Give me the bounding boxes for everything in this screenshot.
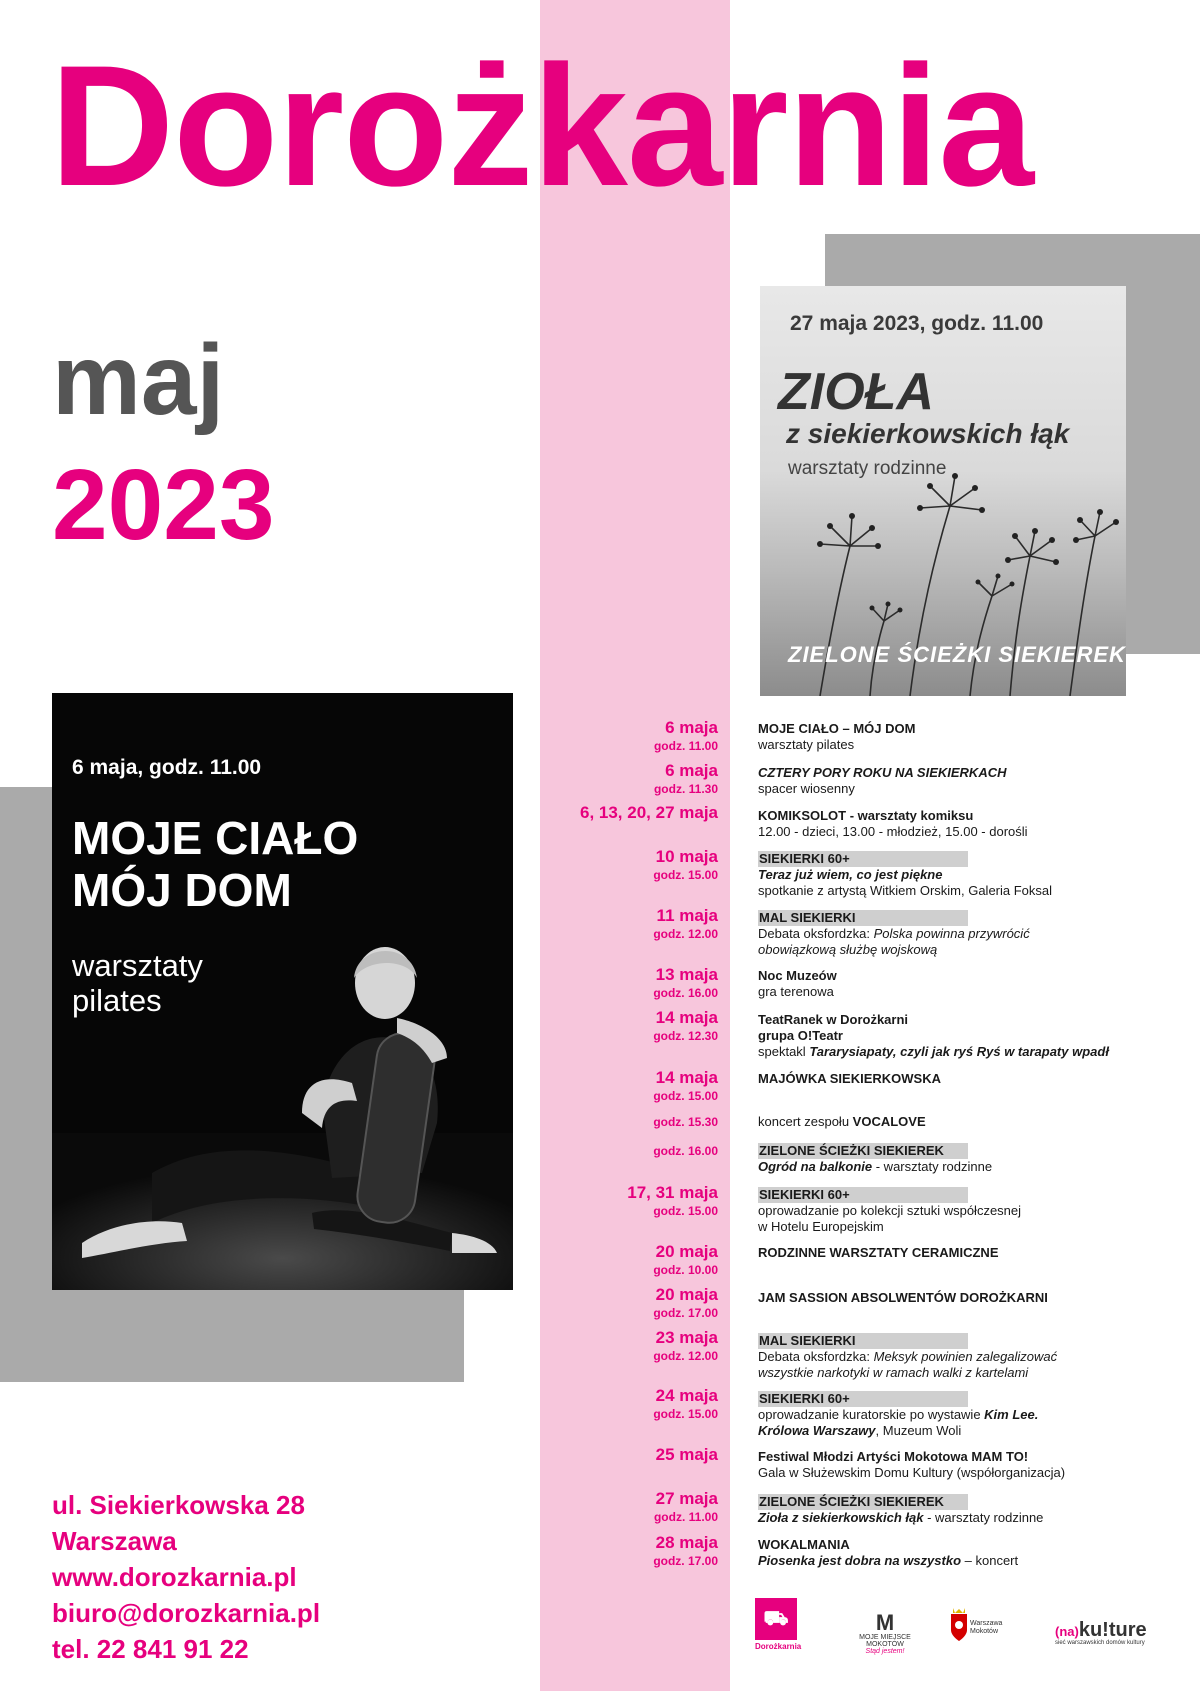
kulture-wordmark bbox=[1055, 1620, 1155, 1640]
event-item bbox=[758, 1494, 1178, 1526]
event-day: 27 maja bbox=[655, 1489, 718, 1508]
event-day: 23 maja bbox=[655, 1328, 718, 1347]
event-series-tag: SIEKIERKI 60+ bbox=[758, 1187, 968, 1203]
event-desc-line-2: wszystkie narkotyki w ramach walki z kartelami bbox=[758, 1365, 1029, 1380]
event-desc: spacer wiosenny bbox=[758, 781, 855, 796]
year-label: 2023 bbox=[52, 449, 275, 561]
event-desc-italic: Polska powinna przywrócić bbox=[873, 926, 1030, 941]
event-item bbox=[758, 1114, 1178, 1130]
event-series-tag: SIEKIERKI 60+ bbox=[758, 851, 968, 867]
event-item bbox=[758, 1449, 1178, 1481]
event-item bbox=[758, 1333, 1178, 1381]
warszawa-mokotow-label: Warszawa Mokotów bbox=[970, 1620, 1003, 1635]
event-title: MOJE CIAŁO – MÓJ DOM bbox=[758, 721, 916, 736]
event-date bbox=[540, 1068, 718, 1104]
event-time: godz. 11.00 bbox=[653, 739, 718, 753]
event-time: godz. 11.30 bbox=[653, 782, 718, 796]
mokotow-logo bbox=[855, 1612, 915, 1655]
event-day: 6 maja bbox=[665, 761, 718, 780]
carriage-icon: ⛟ bbox=[755, 1598, 797, 1640]
event-desc-line-2 bbox=[758, 1423, 1178, 1439]
mokotow-logo-tag: Stąd jestem! bbox=[865, 1648, 905, 1655]
event-time: godz. 16.00 bbox=[653, 1144, 718, 1158]
event-item bbox=[758, 910, 1178, 958]
event-item bbox=[758, 1143, 1178, 1175]
event-series-tag: SIEKIERKI 60+ bbox=[758, 1391, 968, 1407]
event-day: 11 maja bbox=[656, 906, 718, 925]
event-date bbox=[540, 1183, 718, 1219]
event-series-tag: ZIELONE ŚCIEŻKI SIEKIEREK bbox=[758, 1143, 968, 1159]
website-link[interactable]: www.dorozkarnia.pl bbox=[52, 1562, 297, 1592]
herbs-series-label: ZIELONE ŚCIEŻKI SIEKIEREK bbox=[788, 642, 1126, 667]
mokotow-logo-mark: M bbox=[875, 1610, 895, 1635]
event-desc-part: Debata oksfordzka: bbox=[758, 1349, 874, 1364]
month-label: maj bbox=[52, 324, 225, 436]
mokotow-logo-top: MOJE MIEJSCE MOKOTÓW bbox=[859, 1634, 911, 1648]
event-time: godz. 15.00 bbox=[653, 868, 718, 882]
event-desc-italic: Meksyk powinien zalegalizować bbox=[873, 1349, 1058, 1364]
kulture-caption: sieć warszawskich domów kultury bbox=[1055, 1640, 1145, 1646]
event-time: godz. 15.00 bbox=[653, 1204, 718, 1218]
herbs-description: warsztaty rodzinne bbox=[788, 458, 947, 479]
event-day: 24 maja bbox=[655, 1386, 718, 1405]
event-day: 20 maja bbox=[655, 1285, 718, 1304]
event-item bbox=[758, 1071, 1178, 1087]
event-desc-part: koncert zespołu bbox=[758, 1114, 853, 1129]
event-desc: 12.00 - dzieci, 13.00 - młodzież, 15.00 - dorośli bbox=[758, 824, 1028, 839]
event-desc: warsztaty pilates bbox=[758, 737, 855, 752]
event-item bbox=[758, 1245, 1178, 1261]
page-title: Dorożkarnia bbox=[50, 30, 1034, 222]
event-desc-part: - warsztaty rodzinne bbox=[923, 1510, 1044, 1525]
event-desc-line-2: w Hotelu Europejskim bbox=[758, 1219, 884, 1234]
event-date bbox=[540, 1242, 718, 1278]
event-time: godz. 12.00 bbox=[653, 927, 718, 941]
kulture-prefix: (na) bbox=[1055, 1624, 1079, 1639]
event-series-tag: MAL SIEKIERKI bbox=[758, 1333, 968, 1349]
event-subtitle: grupa O!Teatr bbox=[758, 1028, 843, 1043]
dorozkarnia-logo bbox=[755, 1598, 802, 1651]
pilates-description bbox=[72, 949, 203, 1018]
event-desc-italic: Ogród na balkonie bbox=[758, 1159, 873, 1174]
event-item bbox=[758, 765, 1178, 797]
dorozkarnia-logo-label: Dorożkarnia bbox=[755, 1642, 802, 1651]
event-series-tag: ZIELONE ŚCIEŻKI SIEKIEREK bbox=[758, 1494, 968, 1510]
event-item bbox=[758, 721, 1178, 753]
event-item bbox=[758, 1290, 1178, 1306]
herbs-date: 27 maja 2023, godz. 11.00 bbox=[790, 312, 1044, 335]
event-time: godz. 15.00 bbox=[653, 1407, 718, 1421]
herbs-subtitle: z siekierkowskich łąk bbox=[786, 418, 1070, 449]
event-title: Teraz już wiem, co jest piękne bbox=[758, 867, 943, 882]
event-time: godz. 12.00 bbox=[653, 1349, 718, 1363]
event-time: godz. 10.00 bbox=[653, 1263, 718, 1277]
event-day: 10 maja bbox=[655, 847, 718, 866]
event-day: 6 maja bbox=[665, 718, 718, 737]
event-desc bbox=[758, 926, 1178, 942]
event-desc bbox=[758, 1159, 1178, 1175]
event-day: 28 maja bbox=[655, 1533, 718, 1552]
event-desc-italic: Piosenka jest dobra na wszystko bbox=[758, 1553, 962, 1568]
event-time: godz. 12.30 bbox=[653, 1029, 718, 1043]
warszawa-mokotow-logo bbox=[950, 1608, 1010, 1647]
coat-of-arms-icon bbox=[950, 1608, 968, 1642]
event-desc-part: Debata oksfordzka: bbox=[758, 926, 874, 941]
event-date bbox=[540, 1285, 718, 1321]
event-day: 13 maja bbox=[655, 965, 718, 984]
sponsor-logos bbox=[755, 1598, 1155, 1668]
event-desc-line-2: obowiązkową służbę wojskową bbox=[758, 942, 938, 957]
event-date bbox=[540, 1114, 718, 1130]
event-date bbox=[540, 718, 718, 754]
event-day: 25 maja bbox=[655, 1445, 718, 1464]
event-title: KOMIKSOLOT - warsztaty komiksu bbox=[758, 808, 974, 823]
event-day: 14 maja bbox=[655, 1008, 718, 1027]
pilates-desc-line-1: warsztaty bbox=[72, 948, 203, 983]
event-desc-part: – koncert bbox=[961, 1553, 1019, 1568]
event-desc bbox=[758, 1553, 1178, 1569]
event-time: godz. 15.30 bbox=[653, 1115, 718, 1129]
address: ul. Siekierkowska 28 bbox=[52, 1490, 305, 1520]
event-title: CZTERY PORY ROKU NA SIEKIERKACH bbox=[758, 765, 1007, 780]
event-desc bbox=[758, 1114, 1178, 1130]
event-date bbox=[540, 1489, 718, 1525]
event-desc bbox=[758, 1510, 1178, 1526]
event-time: godz. 11.00 bbox=[653, 1510, 718, 1524]
event-time: godz. 17.00 bbox=[653, 1306, 718, 1320]
event-desc-bold: VOCALOVE bbox=[852, 1114, 926, 1129]
pilates-title bbox=[72, 813, 358, 916]
pink-stripe bbox=[540, 0, 730, 1691]
event-title: JAM SASSION ABSOLWENTÓW DOROŻKARNI bbox=[758, 1290, 1048, 1305]
city: Warszawa bbox=[52, 1526, 177, 1556]
event-date bbox=[540, 1445, 718, 1465]
event-item bbox=[758, 1537, 1178, 1569]
event-desc bbox=[758, 1349, 1178, 1365]
event-title: WOKALMANIA bbox=[758, 1537, 850, 1552]
contact-info bbox=[52, 1487, 320, 1667]
na-dajemy-kulture-logo bbox=[1055, 1620, 1155, 1646]
event-title: RODZINNE WARSZTATY CERAMICZNE bbox=[758, 1245, 999, 1260]
event-desc: Gala w Służewskim Domu Kultury (współorganizacja) bbox=[758, 1465, 1066, 1480]
pilates-desc-line-2: pilates bbox=[72, 982, 162, 1018]
event-desc-part: spektakl bbox=[758, 1044, 810, 1059]
event-desc-italic: Tararysiapaty, czyli jak ryś Ryś w tarapaty wpadł bbox=[809, 1044, 1109, 1059]
event-desc-part: - warsztaty rodzinne bbox=[872, 1159, 993, 1174]
event-date bbox=[540, 1008, 718, 1044]
event-date bbox=[540, 1143, 718, 1159]
pilates-date: 6 maja, godz. 11.00 bbox=[72, 756, 262, 779]
event-desc bbox=[758, 1044, 1178, 1060]
event-day: 20 maja bbox=[655, 1242, 718, 1261]
event-date bbox=[540, 847, 718, 883]
event-date bbox=[540, 1386, 718, 1422]
event-desc-italic: Kim Lee. bbox=[984, 1407, 1039, 1422]
herbs-title: ZIOŁA bbox=[778, 363, 934, 421]
event-date bbox=[540, 803, 718, 823]
event-item bbox=[758, 1391, 1178, 1439]
event-desc: spotkanie z artystą Witkiem Orskim, Galeria Foksal bbox=[758, 883, 1053, 898]
herbs-workshop-poster bbox=[760, 286, 1126, 696]
event-time: godz. 16.00 bbox=[653, 986, 718, 1000]
kulture-word: ku!ture bbox=[1078, 1619, 1147, 1641]
event-date bbox=[540, 1328, 718, 1364]
pilates-title-line-2: MÓJ DOM bbox=[72, 863, 292, 916]
email-link[interactable]: biuro@dorozkarnia.pl bbox=[52, 1598, 321, 1628]
event-date bbox=[540, 761, 718, 797]
event-day: 6, 13, 20, 27 maja bbox=[580, 803, 718, 822]
event-day: 14 maja bbox=[655, 1068, 718, 1087]
phone: tel. 22 841 91 22 bbox=[52, 1634, 249, 1664]
pilates-title-line-1: MOJE CIAŁO bbox=[72, 812, 359, 864]
event-item bbox=[758, 968, 1178, 1000]
pilates-workshop-poster bbox=[52, 693, 513, 1290]
event-time: godz. 17.00 bbox=[653, 1554, 718, 1568]
event-item bbox=[758, 1187, 1178, 1235]
event-title: Noc Muzeów bbox=[758, 968, 837, 983]
event-desc-part: , Muzeum Woli bbox=[875, 1423, 962, 1438]
event-date bbox=[540, 965, 718, 1001]
event-desc-part: oprowadzanie kuratorskie po wystawie bbox=[758, 1407, 985, 1422]
event-desc-italic: Zioła z siekierkowskich łąk bbox=[758, 1510, 924, 1525]
event-desc: oprowadzanie po kolekcji sztuki współczesnej bbox=[758, 1203, 1022, 1218]
event-desc: gra terenowa bbox=[758, 984, 834, 999]
event-title: MAJÓWKA SIEKIERKOWSKA bbox=[758, 1071, 941, 1086]
event-item bbox=[758, 808, 1178, 840]
event-time: godz. 15.00 bbox=[653, 1089, 718, 1103]
event-title: TeatRanek w Dorożkarni bbox=[758, 1012, 909, 1027]
event-date bbox=[540, 906, 718, 942]
event-item bbox=[758, 851, 1178, 899]
event-desc-italic: Królowa Warszawy bbox=[758, 1423, 876, 1438]
event-title: Festiwal Młodzi Artyści Mokotowa MAM TO! bbox=[758, 1449, 1029, 1464]
event-day: 17, 31 maja bbox=[627, 1183, 718, 1202]
event-item bbox=[758, 1012, 1178, 1060]
event-series-tag: MAL SIEKIERKI bbox=[758, 910, 968, 926]
event-date bbox=[540, 1533, 718, 1569]
event-desc bbox=[758, 1407, 1178, 1423]
